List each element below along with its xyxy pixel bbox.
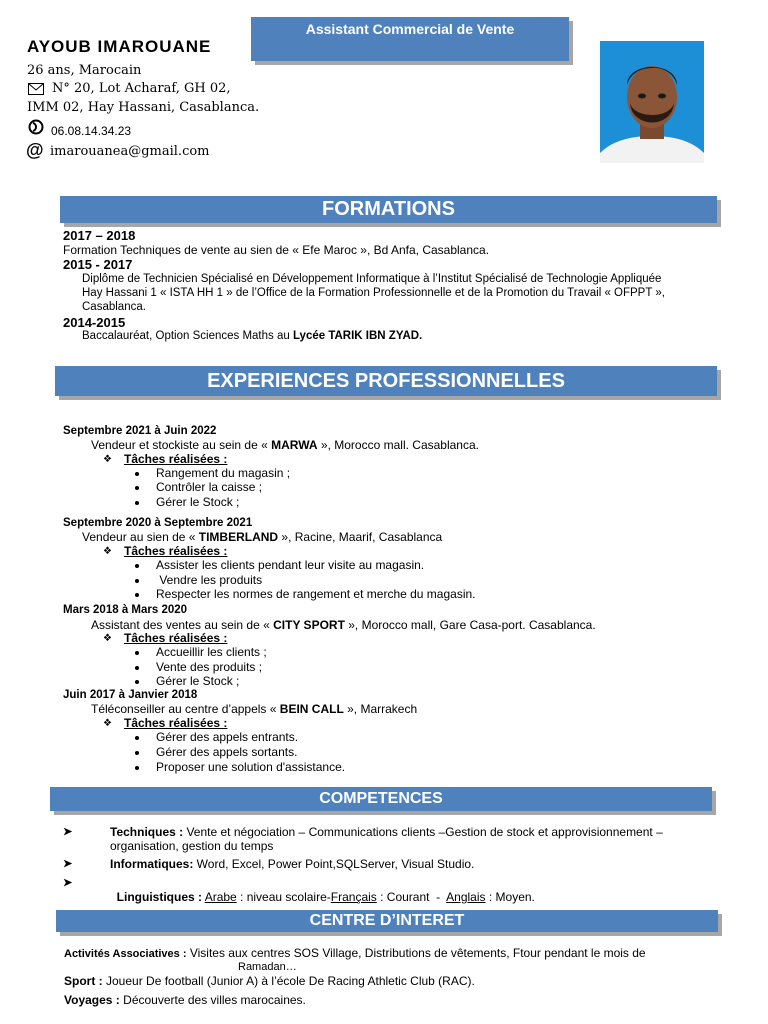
address-line-2: IMM 02, Hay Hassani, Casablanca.	[27, 100, 260, 115]
interet-sport: Sport : Joueur De football (Junior A) à l’école De Racing Athletic Club (RAC).	[64, 974, 475, 988]
experience-period: Septembre 2020 à Septembre 2021	[63, 517, 253, 529]
age-nationality: 26 ans, Marocain	[27, 63, 142, 78]
job-title: Assistant Commercial de Vente	[305, 21, 515, 37]
task-item: Gérer le Stock ;	[156, 674, 240, 688]
task-item: Proposer une solution d'assistance.	[156, 760, 346, 774]
arrow-bullet-icon: ➤	[63, 877, 73, 889]
tasks-label: Tâches réalisées :	[124, 716, 228, 730]
formation-line: Formation Techniques de vente au sien de « Efe Maroc », Bd Anfa, Casablanca.	[63, 243, 490, 257]
experience-period: Mars 2018 à Mars 2020	[63, 604, 188, 616]
task-item: Assister les clients pendant leur visite au magasin.	[156, 558, 425, 572]
competences-heading-bar	[50, 787, 712, 811]
competence-linguistiques: Linguistiques : Arabe : niveau scolaire-Français : Courant - Anglais : Moyen.	[116, 890, 535, 904]
experience-role: Téléconseiller au centre d’appels « BEIN CALL », Marrakech	[91, 702, 418, 716]
arrow-bullet-icon: ➤	[63, 858, 73, 870]
task-item: Vendre les produits	[156, 573, 263, 587]
bullet-icon	[135, 486, 139, 490]
formation-line: Hay Hassani 1 « ISTA HH 1 » de l’Office de la Formation Professionnelle et de la Promotion du Travail « OFPPT »,	[82, 287, 665, 299]
task-item: Rangement du magasin ;	[156, 466, 291, 480]
interets-heading-bar	[56, 910, 718, 932]
tasks-label: Tâches réalisées :	[124, 452, 228, 466]
bullet-icon	[135, 766, 139, 770]
task-item: Gérer des appels sortants.	[156, 745, 298, 759]
tasks-label: Tâches réalisées :	[124, 544, 228, 558]
bullet-icon	[135, 564, 139, 568]
tasks-label: Tâches réalisées :	[124, 631, 228, 645]
competence-techniques-cont: organisation, gestion du temps	[110, 839, 274, 853]
interet-voyages: Voyages : Découverte des villes marocaines.	[64, 993, 306, 1007]
diamond-bullet-icon: ❖	[103, 633, 112, 644]
phone-number: 06.08.14.34.23	[51, 124, 132, 138]
formations-heading: FORMATIONS	[322, 198, 455, 220]
interet-associatif: Activités Associatives : Visites aux centres SOS Village, Distributions de vêtements, Ftour pendant le mois de	[64, 946, 646, 960]
experiences-heading-bar	[55, 366, 717, 396]
competences-heading: COMPETENCES	[319, 790, 443, 807]
bullet-icon	[135, 501, 139, 505]
task-item: Gérer le Stock ;	[156, 495, 240, 509]
profile-photo	[600, 41, 704, 163]
diamond-bullet-icon: ❖	[103, 454, 112, 465]
experience-role: Vendeur au sien de « TIMBERLAND », Racine, Maarif, Casablanca	[82, 530, 443, 544]
task-item: Respecter les normes de rangement et merche du magasin.	[156, 587, 476, 601]
bullet-icon	[135, 472, 139, 476]
bullet-icon	[135, 593, 139, 597]
formation-line: Casablanca.	[82, 301, 146, 313]
formation-period: 2017 – 2018	[63, 228, 136, 243]
task-item: Vente des produits ;	[156, 660, 263, 674]
task-item: Accueillir les clients ;	[156, 645, 267, 659]
formation-period: 2014-2015	[63, 315, 126, 330]
bullet-icon	[135, 680, 139, 684]
diamond-bullet-icon: ❖	[103, 718, 112, 729]
bullet-icon	[135, 751, 139, 755]
bullet-icon	[135, 736, 139, 740]
experience-role: Vendeur et stockiste au sein de « MARWA », Morocco mall. Casablanca.	[91, 438, 479, 452]
experience-role: Assistant des ventes au sein de « CITY SPORT », Morocco mall, Gare Casa-port. Casablanca.	[91, 618, 596, 632]
formation-line: Baccalauréat, Option Sciences Maths au Lycée TARIK IBN ZYAD.	[82, 330, 423, 342]
diamond-bullet-icon: ❖	[103, 546, 112, 557]
bullet-icon	[135, 651, 139, 655]
envelope-icon	[28, 82, 44, 100]
task-item: Contrôler la caisse ;	[156, 480, 263, 494]
phone-icon	[28, 119, 44, 140]
job-title-box	[251, 17, 569, 61]
competence-informatiques: Informatiques: Word, Excel, Power Point,SQLServer, Visual Studio.	[110, 857, 475, 871]
experience-period: Septembre 2021 à Juin 2022	[63, 425, 217, 437]
address-line-1: N° 20, Lot Acharaf, GH 02,	[52, 81, 231, 96]
interets-heading: CENTRE D’INTERET	[309, 912, 465, 929]
task-item: Gérer des appels entrants.	[156, 730, 299, 744]
bullet-icon	[135, 579, 139, 583]
email-address[interactable]: imarouanea@gmail.com	[50, 144, 210, 159]
experiences-heading: EXPERIENCES PROFESSIONNELLES	[207, 370, 565, 392]
interet-associatif-cont: Ramadan…	[238, 961, 297, 973]
arrow-bullet-icon: ➤	[63, 826, 73, 838]
formation-line: Diplôme de Technicien Spécialisé en Développement Informatique à l’Institut Spécialisé de Technologie Appliquée	[82, 273, 662, 285]
experience-period: Juin 2017 à Janvier 2018	[63, 689, 198, 701]
formations-heading-bar	[60, 196, 717, 223]
at-icon: @	[26, 140, 44, 160]
bullet-icon	[135, 666, 139, 670]
competence-techniques: Techniques : Vente et négociation – Communications clients –Gestion de stock et approvisionnement –	[110, 825, 663, 839]
formation-period: 2015 - 2017	[63, 257, 133, 272]
candidate-name: AYOUB IMAROUANE	[27, 37, 212, 56]
